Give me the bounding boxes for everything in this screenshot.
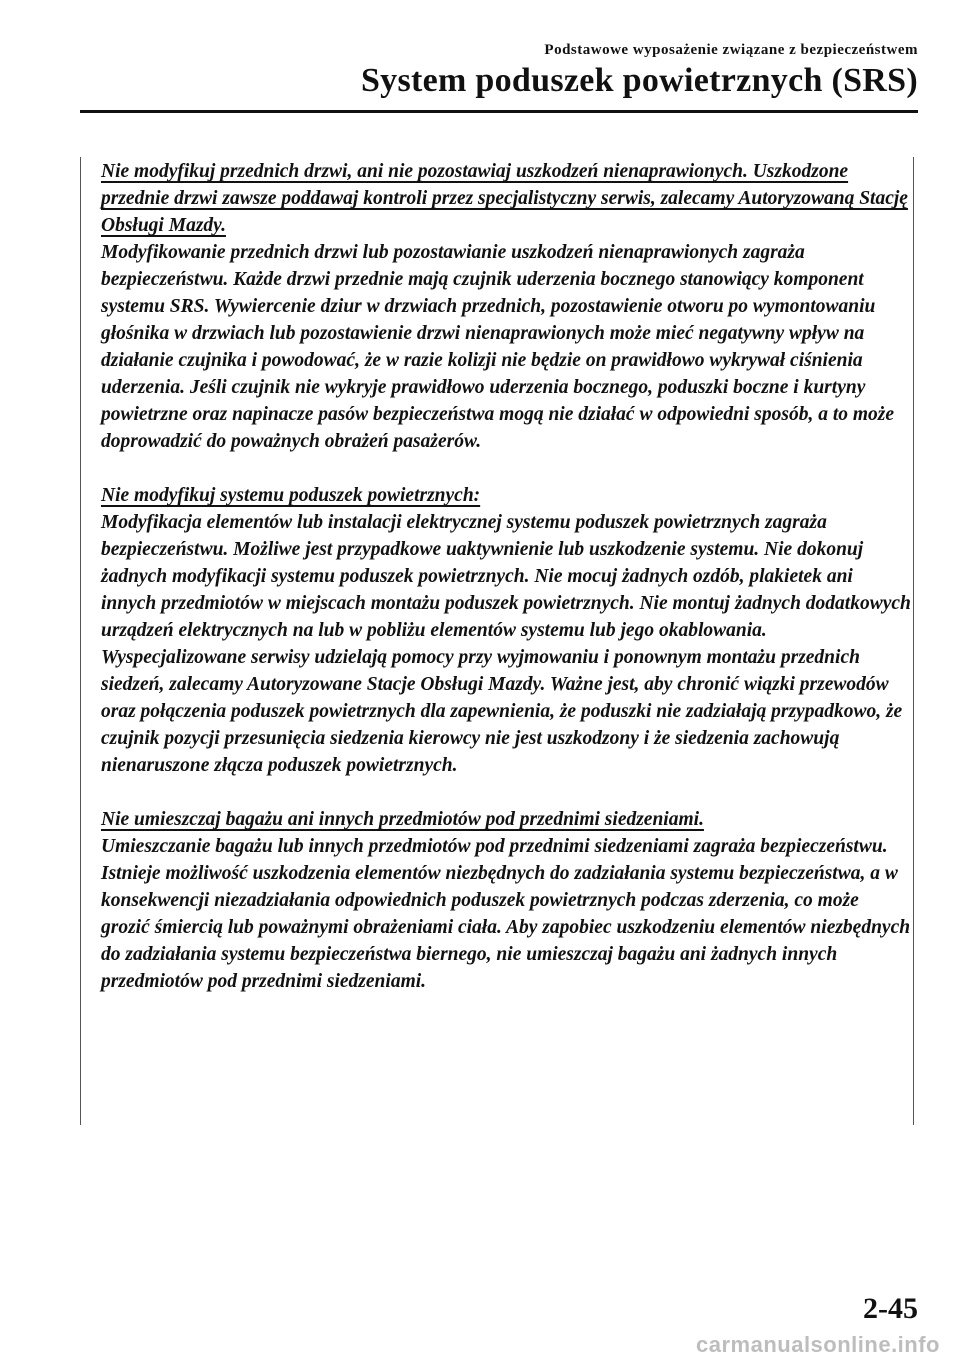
section-body-luggage: Umieszczanie bagażu lub innych przedmiotów pod przednimi siedzeniami zagraża bezpieczeństwu. Istnieje możliwość uszkodzenia elementów niezbędnych do zadziałania systemu bezpieczeństwa, a w konsekwencji niezadziałania odpowiednich poduszek powietrznych podczas zderzenia, co może grozić śmiercią lub poważnymi obrażeniami ciała. Aby zapobiec uszkodzeniu elementów niezbędnych do zadziałania systemu bezpieczeństwa biernego, nie umieszczaj bagażu ani żadnych innych przedmiotów pod przednimi siedzeniami. bbox=[101, 836, 911, 992]
header-subtitle: Podstawowe wyposażenie związane z bezpieczeństwem bbox=[544, 42, 918, 58]
page-title: System poduszek powietrznych (SRS) bbox=[360, 62, 918, 99]
warning-frame-right bbox=[913, 157, 914, 1125]
header-rule bbox=[80, 110, 918, 113]
section-body-doors: Modyfikowanie przednich drzwi lub pozostawianie uszkodzeń nienaprawionych zagraża bezpieczeństwu. Każde drzwi przednie mają czujnik uderzenia bocznego stanowiący komponent systemu SRS. Wywiercenie dziur w drzwiach przednich, pozostawienie otworu po wymontowaniu głośnika w drzwiach lub pozostawienie drzwi nienaprawionych może mieć negatywny wpływ na działanie czujnika i powodować, że w razie kolizji nie będzie on prawidłowo wykrywał ciśnienia uderzenia. Jeśli czujnik nie wykryje prawidłowo uderzenia bocznego, poduszki boczne i kurtyny powietrzne oraz napinacze pasów bezpieczeństwa mogą nie działać w odpowiedni sposób, a to może doprowadzić do poważnych obrażeń pasażerów. bbox=[101, 242, 895, 452]
section-title-luggage: Nie umieszczaj bagażu ani innych przedmiotów pod przednimi siedzeniami. bbox=[101, 809, 704, 830]
warning-section-doors bbox=[101, 158, 911, 455]
section-body-modify: Modyfikacja elementów lub instalacji elektrycznej systemu poduszek powietrznych zagraża bezpieczeństwu. Możliwe jest przypadkowe uaktywnienie lub uszkodzenie systemu. Nie dokonuj żadnych modyfikacji systemu poduszek powietrznych. Nie mocuj żadnych ozdób, plakietek ani innych przedmiotów w miejscach montażu poduszek powietrznych. Nie montuj żadnych dodatkowych urządzeń elektrycznych na lub w pobliżu elementów systemu lub jego okablowania. Wyspecjalizowane serwisy udzielają pomocy przy wyjmowaniu i ponownym montażu przednich siedzeń, zalecamy Autoryzowane Stacje Obsługi Mazdy. Ważne jest, aby chronić wiązki przewodów oraz połączenia poduszek powietrznych dla zapewnienia, że poduszki nie zadziałają przypadkowo, że czujnik pozycji przesunięcia siedzenia kierowcy nie jest uszkodzony i że siedzenia zachowują nienaruszone złącza poduszek powietrznych. bbox=[101, 512, 911, 776]
watermark: carmanualsonline.info bbox=[696, 1332, 940, 1357]
page-number: 2-45 bbox=[863, 1292, 918, 1325]
warning-section-modify bbox=[101, 482, 911, 779]
warning-content bbox=[101, 158, 911, 1022]
section-title-doors: Nie modyfikuj przednich drzwi, ani nie pozostawiaj uszkodzeń nienaprawionych. Uszkodzone przednie drzwi zawsze poddawaj kontroli przez specjalistyczny serwis, zalecamy Autoryzowaną Stację Obsługi Mazdy. bbox=[101, 161, 908, 236]
section-title-modify: Nie modyfikuj systemu poduszek powietrznych: bbox=[101, 485, 481, 506]
warning-section-luggage bbox=[101, 806, 911, 995]
warning-frame-left bbox=[80, 157, 81, 1125]
